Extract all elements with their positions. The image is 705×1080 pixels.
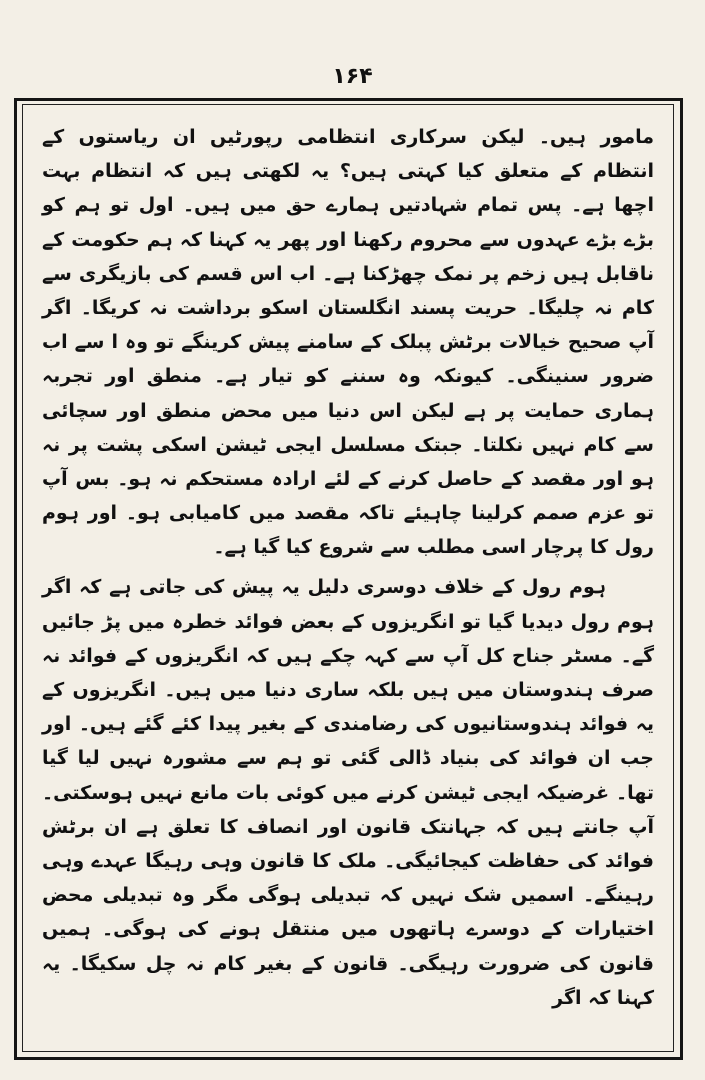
body-text — [42, 120, 654, 1021]
page-number: ۱۶۴ — [332, 64, 373, 89]
paragraph-1: مامور ہیں۔ لیکن سرکاری انتظامی رپورٹیں ان ریاستوں کے انتظام کے متعلق کیا کہتی ہیں؟ یہ لکھتی ہیں کہ انتظام بہت اچھا ہے۔ پس تمام شہادتیں ہمارے حق میں ہیں۔ اول تو ہم کو بڑے بڑے عہدوں سے محروم رکھنا اور پھر یہ کہنا کہ ہم حکومت کے ناقابل ہیں زخم پر نمک چھڑکنا ہے۔ اب اس قسم کی بازیگری سے کام نہ چلیگا۔ حریت پسند انگلستان اسکو برداشت نہ کریگا۔ اگر آپ صحیح خیالات برٹش پبلک کے سامنے پیش کرینگے تو وہ ا سے اب ضرور سنینگی۔ کیونکہ وہ سننے کو تیار ہے۔ منطق اور تجربہ ہماری حمایت پر ہے لیکن اس دنیا میں محض منطق اور سچائی سے کام نہیں نکلتا۔ جبتک مسلسل ایجی ٹیشن اسکی پشت پر نہ ہو اور مقصد کے حاصل کرنے کے لئے ارادہ مستحکم نہ ہو۔ بس آپ تو عزم صمم کرلینا چاہیئے تاکہ مقصد میں کامیابی ہو۔ اور ہوم رول کا پرچار اسی مطلب سے شروع کیا گیا ہے۔ — [42, 126, 654, 559]
paragraph-2: ہوم رول کے خلاف دوسری دلیل یہ پیش کی جاتی ہے کہ اگر ہوم رول دیدیا گیا تو انگریزوں کے بعض فوائد خطرہ میں پڑ جائیں گے۔ مسٹر جناح کل آپ سے کہہ چکے ہیں کہ انگریزوں کے فوائد نہ صرف ہندوستان میں ہیں بلکہ ساری دنیا میں ہیں۔ انگریزوں کے یہ فوائد ہندوستانیوں کی رضامندی کے بغیر پیدا کئے گئے ہیں۔ اور جب ان فوائد کی بنیاد ڈالی گئی تو ہم سے مشورہ نہیں لیا گیا تھا۔ غرضیکہ ایجی ٹیشن کرنے میں کوئی بات مانع نہیں ہوسکتی۔ آپ جانتے ہیں کہ جہانتک قانون اور انصاف کا تعلق ہے ان برٹش فوائد کی حفاظت کیجائیگی۔ ملک کا قانون وہی رہیگا عہدے وہی رہینگے۔ اسمیں شک نہیں کہ تبدیلی ہوگی مگر وہ تبدیلی محض اختیارات کے دوسرے ہاتھوں میں منتقل ہونے کی ہوگی۔ ہمیں قانون کی ضرورت رہیگی۔ قانون کے بغیر کام نہ چل سکیگا۔ یہ کہنا کہ اگر — [42, 576, 654, 1009]
